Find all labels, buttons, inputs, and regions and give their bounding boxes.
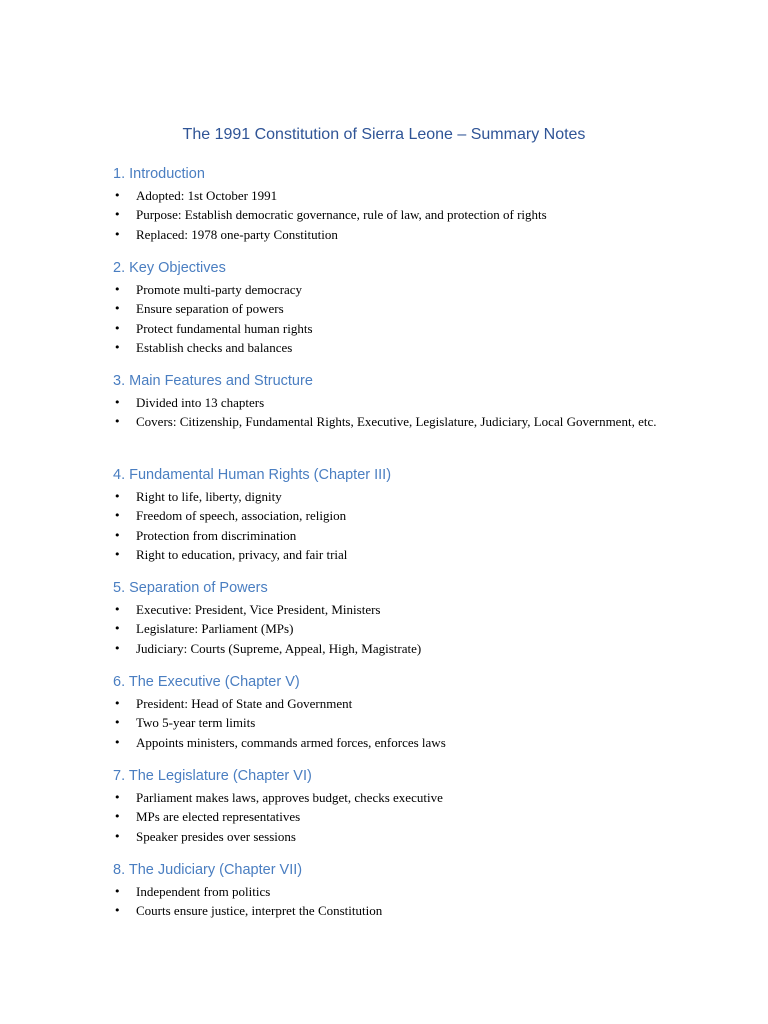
list-item-text: Executive: President, Vice President, Ministers — [136, 602, 381, 617]
list-item — [113, 280, 673, 299]
list-item-text: Right to education, privacy, and fair trial — [136, 546, 348, 562]
bullet-icon: • — [114, 829, 121, 843]
section-heading: 3. Main Features and Structure — [113, 373, 313, 389]
list-item — [113, 186, 673, 205]
bullet-icon: • — [114, 791, 121, 804]
bullet-icon: • — [114, 810, 121, 824]
list-item — [113, 225, 673, 244]
bullet-icon: • — [114, 340, 121, 354]
bullet-icon: • — [114, 603, 121, 616]
list-item — [113, 694, 673, 713]
section-heading: 2. Key Objectives — [113, 260, 226, 276]
list-item-text: Protection from discrimination — [136, 527, 297, 543]
bullet-list — [113, 694, 673, 752]
list-item-text: Judiciary: Courts (Supreme, Appeal, High, Magistrate) — [136, 640, 422, 656]
bullet-icon: • — [114, 490, 121, 503]
list-item-text: Right to life, liberty, dignity — [136, 489, 282, 504]
list-item-text: Protect fundamental human rights — [136, 320, 313, 336]
list-item — [113, 319, 673, 338]
bullet-icon: • — [114, 415, 121, 429]
bullet-icon: • — [114, 396, 121, 409]
list-item-text: Independent from politics — [136, 884, 271, 899]
list-item — [113, 526, 673, 545]
bullet-icon: • — [114, 547, 121, 561]
list-item-text: Replaced: 1978 one-party Constitution — [136, 226, 338, 242]
bullet-icon: • — [114, 641, 121, 655]
bullet-icon: • — [114, 735, 121, 749]
list-item — [113, 506, 673, 525]
bullet-icon: • — [114, 208, 121, 222]
list-item — [113, 713, 673, 732]
list-item — [113, 600, 673, 619]
list-item — [113, 882, 673, 901]
bullet-list — [113, 600, 673, 658]
bullet-icon: • — [114, 227, 121, 241]
bullet-icon: • — [114, 904, 121, 918]
bullet-list — [113, 186, 673, 244]
list-item — [113, 412, 673, 431]
list-item-text: Parliament makes laws, approves budget, checks executive — [136, 790, 443, 805]
list-item — [113, 639, 673, 658]
bullet-icon: • — [114, 716, 121, 730]
list-item — [113, 788, 673, 807]
section-8 — [113, 860, 673, 921]
list-item-text: Legislature: Parliament (MPs) — [136, 621, 294, 637]
bullet-icon: • — [114, 622, 121, 636]
bullet-list — [113, 487, 673, 564]
bullet-list — [113, 393, 673, 432]
list-item — [113, 807, 673, 826]
section-4 — [113, 465, 673, 564]
list-item — [113, 487, 673, 506]
list-item — [113, 827, 673, 846]
list-item-text: Two 5-year term limits — [136, 715, 256, 731]
list-item-text: Appoints ministers, commands armed forces, enforces laws — [136, 734, 446, 750]
list-item — [113, 338, 673, 357]
bullet-icon: • — [114, 302, 121, 316]
list-item — [113, 901, 673, 920]
list-item — [113, 619, 673, 638]
section-heading: 8. The Judiciary (Chapter VII) — [113, 862, 303, 878]
list-item — [113, 393, 673, 412]
list-item — [113, 205, 673, 224]
section-2 — [113, 258, 673, 357]
list-item-text: Covers: Citizenship, Fundamental Rights, Executive, Legislature, Judiciary, Local Government, etc. — [136, 414, 657, 430]
bullet-icon: • — [114, 697, 121, 710]
bullet-icon: • — [114, 509, 121, 523]
bullet-list — [113, 882, 673, 921]
bullet-icon: • — [114, 189, 121, 202]
bullet-icon: • — [114, 283, 121, 296]
list-item — [113, 299, 673, 318]
list-item-text: Adopted: 1st October 1991 — [136, 188, 278, 203]
list-item — [113, 733, 673, 752]
section-heading: 6. The Executive (Chapter V) — [113, 674, 300, 690]
bullet-list — [113, 280, 673, 357]
list-item-text: Divided into 13 chapters — [136, 395, 265, 410]
list-item-text: MPs are elected representatives — [136, 809, 301, 825]
section-heading: 7. The Legislature (Chapter VI) — [113, 768, 312, 784]
list-item-text: Courts ensure justice, interpret the Constitution — [136, 903, 383, 919]
section-5 — [113, 578, 673, 658]
list-item-text: Speaker presides over sessions — [136, 828, 296, 844]
section-7 — [113, 766, 673, 846]
list-item — [113, 545, 673, 564]
document-title: The 1991 Constitution of Sierra Leone – Summary Notes — [182, 126, 586, 143]
list-item-text: President: Head of State and Government — [136, 696, 353, 711]
section-heading: 1. Introduction — [113, 166, 205, 182]
section-1 — [113, 164, 673, 244]
list-item-text: Establish checks and balances — [136, 339, 293, 355]
section-3 — [113, 371, 673, 432]
section-heading: 5. Separation of Powers — [113, 580, 268, 596]
section-6 — [113, 672, 673, 752]
bullet-icon: • — [114, 321, 121, 335]
list-item-text: Ensure separation of powers — [136, 301, 284, 317]
section-heading: 4. Fundamental Human Rights (Chapter III) — [113, 467, 392, 483]
list-item-text: Freedom of speech, association, religion — [136, 508, 347, 524]
list-item-text: Purpose: Establish democratic governance, rule of law, and protection of rights — [136, 207, 547, 223]
list-item-text: Promote multi-party democracy — [136, 282, 303, 297]
bullet-icon: • — [114, 885, 121, 898]
bullet-list — [113, 788, 673, 846]
bullet-icon: • — [114, 528, 121, 542]
